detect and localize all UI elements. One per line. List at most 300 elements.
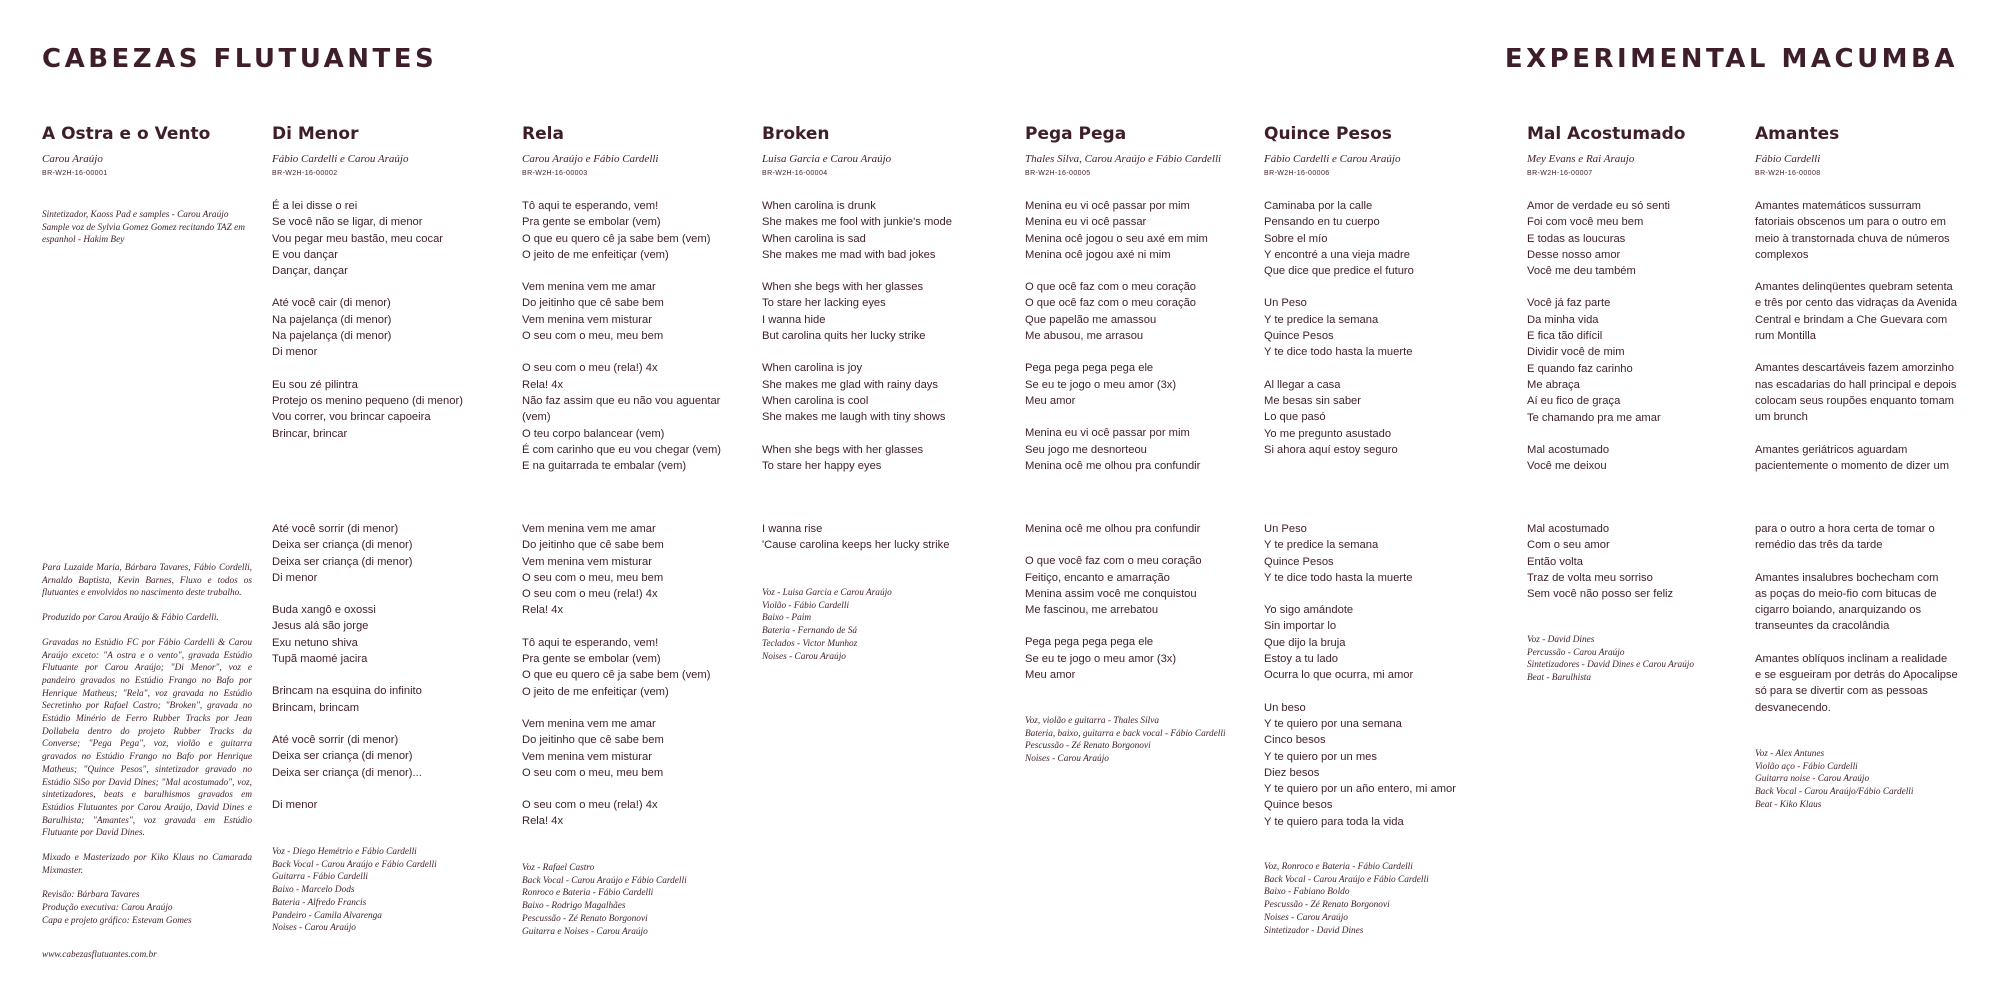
lyric-line: When she begs with her glasses bbox=[762, 443, 924, 456]
lyric-line: Deixa ser criança (di menor) bbox=[272, 750, 413, 763]
lyrics-stanza bbox=[1527, 521, 1673, 602]
credit-line: Noises - Carou Araújo bbox=[1264, 912, 1348, 923]
lyrics-stanza bbox=[1527, 198, 1670, 279]
lyrics-block-bottom bbox=[762, 521, 949, 570]
song-authors: Luisa Garcia e Carou Araújo bbox=[762, 153, 892, 165]
lyric-line: When carolina is sad bbox=[762, 232, 866, 245]
song-authors: Fábio Cardelli e Carou Araújo bbox=[272, 153, 409, 165]
lyric-line: Me abraça bbox=[1527, 378, 1580, 391]
lyrics-stanza bbox=[762, 198, 952, 263]
credit-line: Pescussão - Zé Renato Borgonovi bbox=[1025, 741, 1151, 752]
lyric-line: Na pajelança (di menor) bbox=[272, 313, 392, 326]
album-name-title: EXPERIMENTAL MACUMBA bbox=[1504, 44, 1958, 74]
credit-line: Ronroco e Bateria - Fábio Cardelli bbox=[522, 888, 654, 899]
lyric-line: Un Peso bbox=[1264, 523, 1307, 535]
lyric-line: Sobre el mío bbox=[1264, 232, 1328, 245]
lyrics-block-top bbox=[1527, 198, 1670, 490]
credit-line: Back Vocal - Carou Araújo e Fábio Cardelli bbox=[272, 859, 437, 870]
song-header bbox=[1264, 124, 1401, 177]
lyrics-block-bottom bbox=[522, 521, 710, 846]
lyric-line: e três por cento das vidraças da Avenida bbox=[1755, 297, 1957, 310]
credit-line: Baixo - Paim bbox=[762, 613, 812, 624]
lyric-line: Di menor bbox=[272, 346, 318, 359]
lyrics-stanza bbox=[522, 360, 721, 474]
lyric-line: Amor de verdade eu só senti bbox=[1527, 200, 1671, 212]
lyric-line: O jeito de me enfeitiçar (vem) bbox=[522, 685, 669, 698]
lyrics-stanza bbox=[1264, 700, 1456, 830]
lyrics-stanza bbox=[1755, 279, 1957, 344]
lyric-line: Amantes matemáticos sussurram bbox=[1755, 200, 1921, 212]
song-code: BR-W2H-16-00006 bbox=[1264, 170, 1330, 177]
lyric-line: Menina ocê jogou axé ni mim bbox=[1025, 248, 1171, 261]
lyric-line: Tô aqui te esperando, vem! bbox=[522, 636, 659, 649]
lyric-line: Amantes oblíquos inclinam a realidade bbox=[1755, 652, 1948, 665]
lyric-line: Jesus alá são jorge bbox=[272, 620, 369, 633]
credit-line: Bateria, baixo, guitarra e back vocal - Fábio Cardelli bbox=[1025, 728, 1226, 739]
lyric-line: Vem menina vem misturar bbox=[522, 555, 652, 568]
song-title: Di Menor bbox=[272, 124, 359, 144]
album-artist-title: CABEZAS FLUTUANTES bbox=[42, 44, 438, 74]
lyric-line: Al llegar a casa bbox=[1264, 378, 1341, 391]
lyric-line: Mal acostumado bbox=[1527, 523, 1610, 535]
lyrics-stanza bbox=[1755, 521, 1958, 554]
song-code: BR-W2H-16-00007 bbox=[1527, 170, 1593, 177]
song-code: BR-W2H-16-00003 bbox=[522, 170, 588, 177]
lyric-line: Y te predice la semana bbox=[1264, 313, 1379, 326]
lyrics-stanza bbox=[522, 635, 710, 700]
lyric-line: Brincam, brincam bbox=[272, 701, 360, 714]
lyric-line: fatoriais obscenos um para o outro em bbox=[1755, 216, 1946, 229]
lyric-line: Se eu te jogo o meu amor (3x) bbox=[1025, 652, 1177, 665]
lyric-line: Yo sigo amándote bbox=[1264, 604, 1354, 617]
lyric-line: rum Montilla bbox=[1755, 330, 1816, 343]
lyric-line: Você já faz parte bbox=[1527, 297, 1611, 310]
lyric-line: Vou pegar meu bastão, meu cocar bbox=[272, 232, 444, 245]
lyric-line: Até você cair (di menor) bbox=[272, 297, 391, 310]
lyric-line: Eu sou zé pilintra bbox=[272, 378, 358, 391]
lyrics-block-bottom bbox=[1025, 521, 1202, 699]
lyric-line: Menina assim você me conquistou bbox=[1025, 587, 1197, 600]
lyric-line: as poças do meio-fio com bitucas de bbox=[1755, 587, 1937, 600]
lyric-line: O teu corpo balancear (vem) bbox=[522, 427, 665, 440]
lyric-line: Y te predice la semana bbox=[1264, 539, 1379, 552]
song-code: BR-W2H-16-00004 bbox=[762, 170, 828, 177]
notes-paragraph: Revisão: Bárbara Tavares Produção executiva: Carou Araújo Capa e projeto gráfico: Estevam Gomes bbox=[42, 890, 192, 926]
lyric-line: Dançar, dançar bbox=[272, 265, 348, 278]
website-link[interactable]: www.cabezasflutuantes.com.br bbox=[42, 950, 157, 960]
song-credits bbox=[1025, 715, 1226, 766]
lyric-line: Deixa ser criança (di menor) bbox=[272, 539, 413, 552]
lyrics-stanza bbox=[762, 279, 952, 344]
lyric-line: Do jeitinho que cê sabe bem bbox=[522, 539, 664, 552]
credit-line: Noises - Carou Araújo bbox=[762, 651, 846, 662]
credit-line: Voz - David Dines bbox=[1527, 635, 1595, 645]
lyric-line: Vem menina vem me amar bbox=[522, 717, 656, 730]
lyric-line: Não faz assim que eu não vou aguentar bbox=[522, 394, 721, 407]
lyric-line: Seu jogo me desnorteou bbox=[1025, 443, 1147, 456]
lyric-line: É a lei disse o rei bbox=[272, 200, 358, 212]
notes-paragraph: Mixado e Masterizado por Kiko Klaus no Camarada Mixmaster. bbox=[42, 853, 252, 876]
lyrics-stanza bbox=[272, 797, 422, 813]
lyric-line: When carolina is drunk bbox=[762, 200, 876, 212]
song-credits bbox=[762, 587, 892, 663]
lyric-line: Deixa ser criança (di menor)... bbox=[272, 766, 422, 779]
lyric-line: Me fascinou, me arrebatou bbox=[1025, 604, 1159, 617]
lyric-line: O seu com o meu, meu bem bbox=[522, 766, 664, 779]
lyrics-stanza bbox=[1025, 198, 1208, 263]
lyric-line: To stare her happy eyes bbox=[762, 459, 882, 472]
lyric-line: When she begs with her glasses bbox=[762, 281, 924, 294]
lyric-line: O que você faz com o meu coração bbox=[1025, 555, 1202, 568]
lyric-line: 'Cause carolina keeps her lucky strike bbox=[762, 539, 950, 552]
lyric-line: desvanecendo. bbox=[1755, 701, 1831, 714]
lyrics-stanza bbox=[1755, 651, 1958, 716]
lyric-line: colocam seus roupões enquanto tomam bbox=[1755, 394, 1955, 407]
song-header bbox=[272, 124, 409, 177]
lyric-line: Central e brindam a Che Guevara com bbox=[1755, 313, 1948, 326]
lyric-line: O seu com o meu (rela!) 4x bbox=[522, 588, 658, 601]
lyric-line: Pensando en tu cuerpo bbox=[1264, 216, 1380, 229]
lyric-line: complexos bbox=[1755, 248, 1809, 261]
lyric-line: Pra gente se embolar (vem) bbox=[522, 216, 661, 229]
lyric-line: Protejo os menino pequeno (di menor) bbox=[272, 394, 463, 407]
lyrics-stanza bbox=[1264, 377, 1414, 458]
song-title: Pega Pega bbox=[1025, 124, 1127, 144]
lyric-line: E fica tão difícil bbox=[1527, 330, 1603, 343]
song-title: Rela bbox=[522, 124, 564, 144]
lyric-line: um brunch bbox=[1755, 411, 1808, 424]
lyrics-stanza bbox=[272, 683, 422, 716]
lyric-line: Quince Pesos bbox=[1264, 555, 1334, 568]
credit-line: Beat - Barulhista bbox=[1527, 673, 1592, 684]
lyric-line: Que papelão me amassou bbox=[1025, 313, 1157, 326]
lyric-line: Meu amor bbox=[1025, 669, 1076, 682]
lyrics-stanza bbox=[1264, 198, 1414, 279]
lyric-line: Aí eu fico de graça bbox=[1527, 395, 1621, 408]
lyric-line: Foi com você meu bem bbox=[1527, 216, 1644, 229]
lyric-line: Vou correr, vou brincar capoeira bbox=[272, 411, 431, 424]
lyrics-stanza bbox=[762, 442, 952, 475]
lyric-line: Vem menina vem me amar bbox=[522, 281, 656, 294]
lyric-line: Até você sorrir (di menor) bbox=[272, 523, 399, 535]
credit-line: Guitarra noise - Carou Araújo bbox=[1755, 774, 1870, 785]
lyrics-block-top bbox=[762, 198, 952, 490]
lyrics-stanza bbox=[1025, 634, 1202, 683]
song-header bbox=[1755, 124, 1839, 177]
credit-line: Back Vocal - Carou Araújo e Fábio Cardelli bbox=[522, 875, 687, 886]
lyric-line: Sem você não posso ser feliz bbox=[1527, 588, 1674, 601]
lyrics-stanza bbox=[272, 198, 463, 279]
lyrics-block-top bbox=[522, 198, 721, 490]
lyric-line: e se esgueiram por detrás do Apocalipse bbox=[1755, 669, 1958, 682]
lyric-line: Rela! 4x bbox=[522, 378, 564, 391]
lyric-line: Dividir você de mim bbox=[1527, 346, 1625, 359]
lyrics-stanza bbox=[1755, 570, 1958, 635]
credit-line: Voz - Luisa Garcia e Carou Araújo bbox=[762, 588, 892, 598]
lyric-line: Buda xangô e oxossi bbox=[272, 604, 376, 617]
lyric-line: Quince Pesos bbox=[1264, 330, 1334, 343]
lyrics-stanza bbox=[1264, 295, 1414, 360]
lyrics-stanza bbox=[1755, 198, 1957, 263]
lyrics-stanza bbox=[1264, 521, 1456, 586]
credit-line: Pescussão - Zé Renato Borgonovi bbox=[1264, 900, 1390, 911]
lyric-line: Desse nosso amor bbox=[1527, 248, 1621, 261]
lyric-line: Feitiço, encanto e amarração bbox=[1025, 571, 1170, 584]
song-authors: Thales Silva, Carou Araújo e Fábio Cardelli bbox=[1025, 153, 1222, 165]
credit-line: Sintetizador - David Dines bbox=[1264, 925, 1364, 936]
lyrics-block-top bbox=[272, 198, 463, 458]
lyric-line: Sin importar lo bbox=[1264, 620, 1337, 633]
lyric-line: Pega pega pega pega ele bbox=[1025, 636, 1154, 649]
lyrics-block-bottom bbox=[272, 521, 422, 829]
lyric-line: Yo me pregunto asustado bbox=[1264, 427, 1392, 440]
song-code: BR-W2H-16-00002 bbox=[272, 170, 338, 177]
lyric-line: Y encontré a una vieja madre bbox=[1264, 248, 1410, 261]
song-credits bbox=[1527, 634, 1694, 685]
lyrics-stanza bbox=[1025, 425, 1208, 474]
lyrics-block-bottom bbox=[1755, 521, 1958, 732]
song-authors: Carou Araújo e Fábio Cardelli bbox=[522, 153, 659, 165]
lyric-line: Mal acostumado bbox=[1527, 443, 1610, 456]
lyric-line: Menina eu vi ocê passar por mim bbox=[1025, 427, 1190, 440]
lyrics-block-top bbox=[1755, 198, 1957, 490]
lyric-line: O que eu quero cê ja sabe bem (vem) bbox=[522, 232, 711, 245]
lyric-line: É com carinho que eu vou chegar (vem) bbox=[522, 443, 721, 456]
credit-line: Back Vocal - Carou Araújo/Fábio Cardelli bbox=[1755, 787, 1914, 798]
lyric-line: Y te quiero por un año entero, mi amor bbox=[1264, 783, 1456, 796]
lyrics-stanza bbox=[1527, 442, 1670, 475]
lyric-line: To stare her lacking eyes bbox=[762, 297, 886, 310]
credit-line: Guitarra - Fábio Cardelli bbox=[272, 872, 368, 883]
lyric-line: Da minha vida bbox=[1527, 313, 1599, 326]
lyric-line: Pra gente se embolar (vem) bbox=[522, 653, 661, 666]
lyric-line: O seu com o meu, meu bem bbox=[522, 330, 664, 343]
credit-line: Voz - Diego Hemétrio e Fábio Cardelli bbox=[272, 847, 417, 857]
credit-line: Bateria - Alfredo Francis bbox=[272, 897, 367, 908]
notes-paragraph: Gravadas no Estúdio FC por Fábio Cardelli & Carou Araújo exceto: "A ostra e o vento", gravada Estúdio Flutuante por Carou Araújo; "Di Menor", voz e pandeiro gravados no Estúdio Frango no Bafo por Henrique Matheus; "Rela", voz gravada no Estúdio Secretinho por Rafael Castro; "Broken", gravada no Estúdio Minério de Ferro Rubber Tracks por Jean Dollabela dentro do projeto Rubber Tracks da Converse; "Pega Pega", voz, violão e guitarra gravados no Estúdio Frango no Bafo por Henrique Matheus; "Quince Pesos", sintetizador gravado no Estúdio SiSo por David Dines; "Mal acostumado", voz, sintetizadores, beats e barulhismos gravados em Estúdios Flutuantes por Carou Araújo, David Dines e Barulhista; "Amantes", voz gravada em Estúdio Flutuante por David Dines. bbox=[42, 637, 252, 839]
lyric-line: Amantes descartáveis fazem amorzinho bbox=[1755, 362, 1954, 375]
lyrics-stanza bbox=[522, 797, 710, 830]
lyric-line: Até você sorrir (di menor) bbox=[272, 733, 399, 746]
lyric-line: Quince besos bbox=[1264, 799, 1333, 812]
lyric-line: só para se divertir com as pessoas bbox=[1755, 685, 1928, 698]
lyrics-stanza bbox=[762, 360, 952, 425]
credit-line: Pandeiro - Camila Alvarenga bbox=[272, 910, 382, 921]
lyric-line: remédio das três da tarde bbox=[1755, 539, 1883, 552]
song-authors: Fábio Cardelli e Carou Araújo bbox=[1264, 153, 1401, 165]
album-notes bbox=[42, 562, 252, 940]
lyrics-stanza bbox=[272, 295, 463, 360]
lyric-line: Di menor bbox=[272, 798, 318, 811]
lyrics-stanza bbox=[272, 732, 422, 781]
lyric-line: She makes me mad with bad jokes bbox=[762, 248, 936, 261]
lyrics-stanza bbox=[1025, 553, 1202, 618]
credit-line: Beat - Kiko Klaus bbox=[1755, 799, 1822, 810]
lyric-line: Menina eu vi ocê passar por mim bbox=[1025, 200, 1190, 212]
lyric-line: O seu com o meu (rela!) 4x bbox=[522, 799, 658, 812]
lyric-line: Menina ocê me olhou pra confundir bbox=[1025, 459, 1201, 472]
lyric-line: She makes me glad with rainy days bbox=[762, 378, 938, 391]
lyric-line: Então volta bbox=[1527, 555, 1583, 568]
lyric-line: Diez besos bbox=[1264, 766, 1320, 779]
credit-line: Noises - Carou Araújo bbox=[272, 923, 356, 934]
notes-paragraph: Para Luzaide Maria, Bárbara Tavares, Fábio Cordelli, Arnaldo Baptista, Kevin Barnes, Fluxo e todos os flutuantes e envolvidos no nascimento deste trabalho. bbox=[42, 563, 252, 599]
lyric-line: Y te quiero para toda la vida bbox=[1264, 815, 1404, 828]
lyric-line: Brincar, brincar bbox=[272, 427, 348, 440]
song-title: Broken bbox=[762, 124, 830, 144]
lyric-line: O seu com o meu, meu bem bbox=[522, 571, 664, 584]
lyric-line: O jeito de me enfeitiçar (vem) bbox=[522, 248, 669, 261]
credit-line: Voz, Ronroco e Bateria - Fábio Cardelli bbox=[1264, 862, 1413, 872]
lyric-line: Meu amor bbox=[1025, 394, 1076, 407]
lyric-line: Lo que pasó bbox=[1264, 411, 1326, 424]
song-code: BR-W2H-16-00005 bbox=[1025, 170, 1091, 177]
lyric-line: Na pajelança (di menor) bbox=[272, 330, 392, 343]
song-code: BR-W2H-16-00001 bbox=[42, 170, 108, 177]
song-credits bbox=[272, 846, 437, 935]
lyrics-stanza bbox=[1025, 279, 1208, 344]
credit-line: Baixo - Marcelo Dods bbox=[272, 885, 355, 896]
credit-line: Violão - Fábio Cardelli bbox=[762, 600, 850, 611]
credit-line: Baixo - Fabiano Boldo bbox=[1264, 887, 1350, 898]
intro-song-header bbox=[42, 124, 210, 177]
intro-song-credits: Sintetizador, Kaoss Pad e samples - Carou Araújo Sample voz de Sylvia Gomez Gomez recitando TAZ em espanhol - Hakim Bey bbox=[42, 210, 245, 246]
credit-line: Guitarra e Noises - Carou Araújo bbox=[522, 926, 648, 937]
song-title: Mal Acostumado bbox=[1527, 124, 1686, 144]
lyric-line: Que dice que predice el futuro bbox=[1264, 265, 1414, 278]
lyric-line: Menina ocê jogou o seu axé em mim bbox=[1025, 232, 1208, 245]
lyric-line: She makes me fool with junkie's mode bbox=[762, 216, 952, 229]
lyrics-stanza bbox=[522, 198, 721, 263]
lyric-line: para o outro a hora certa de tomar o bbox=[1755, 523, 1935, 535]
lyric-line: Vem menina vem misturar bbox=[522, 750, 652, 763]
credit-line: Teclados - Victor Munhoz bbox=[762, 638, 858, 649]
song-title: A Ostra e o Vento bbox=[42, 124, 211, 144]
lyric-line: Rela! 4x bbox=[522, 815, 564, 828]
credit-line: Percussão - Carou Araújo bbox=[1527, 647, 1625, 658]
lyric-line: Si ahora aquí estoy seguro bbox=[1264, 443, 1398, 456]
lyric-line: Amantes geriátricos aguardam bbox=[1755, 443, 1908, 456]
lyric-line: But carolina quits her lucky strike bbox=[762, 330, 926, 343]
lyrics-stanza bbox=[1025, 360, 1208, 409]
lyric-line: O que eu quero cê ja sabe bem (vem) bbox=[522, 669, 711, 682]
lyric-line: O seu com o meu (rela!) 4x bbox=[522, 362, 658, 375]
lyric-line: Amantes delinqüentes quebram setenta bbox=[1755, 281, 1953, 294]
lyric-line: When carolina is joy bbox=[762, 362, 863, 375]
lyric-line: Menina ocê me olhou pra confundir bbox=[1025, 523, 1201, 535]
lyric-line: Un beso bbox=[1264, 701, 1306, 714]
song-title: Quince Pesos bbox=[1264, 124, 1392, 144]
lyric-line: Brincam na esquina do infinito bbox=[272, 685, 422, 698]
lyric-line: When carolina is cool bbox=[762, 394, 869, 407]
credit-line: Back Vocal - Carou Araújo e Fábio Cardelli bbox=[1264, 874, 1429, 885]
credit-line: Noises - Carou Araújo bbox=[1025, 754, 1109, 765]
credit-line: Pescussão - Zé Renato Borgonovi bbox=[522, 913, 648, 924]
song-credits bbox=[522, 862, 687, 938]
song-credits bbox=[1755, 748, 1913, 812]
lyric-line: I wanna rise bbox=[762, 523, 823, 535]
lyric-line: E todas as loucuras bbox=[1527, 232, 1626, 245]
lyric-line: E quando faz carinho bbox=[1527, 362, 1633, 375]
lyric-line: E na guitarrada te embalar (vem) bbox=[522, 460, 687, 473]
credit-line: Voz - Rafael Castro bbox=[522, 863, 595, 873]
lyric-line: Y te quiero por un mes bbox=[1264, 750, 1377, 763]
lyric-line: Tupã maomé jacira bbox=[272, 653, 368, 666]
lyric-line: Y te dice todo hasta la muerte bbox=[1264, 346, 1413, 359]
lyric-line: Y te quiero por una semana bbox=[1264, 717, 1402, 730]
credit-line: Sintetizadores - David Dines e Carou Araújo bbox=[1527, 660, 1694, 671]
lyric-line: transeuntes da cracolândia bbox=[1755, 620, 1890, 633]
lyrics-stanza bbox=[1527, 295, 1670, 425]
lyric-line: Com o seu amor bbox=[1527, 539, 1610, 552]
song-header bbox=[762, 124, 891, 177]
song-header bbox=[522, 124, 659, 177]
lyric-line: Rela! 4x bbox=[522, 604, 564, 617]
lyric-line: E vou dançar bbox=[272, 248, 338, 261]
lyric-line: Deixa ser criança (di menor) bbox=[272, 555, 413, 568]
lyric-line: Amantes insalubres bochecham com bbox=[1755, 571, 1939, 584]
lyrics-stanza bbox=[522, 279, 721, 344]
song-code: BR-W2H-16-00008 bbox=[1755, 170, 1821, 177]
lyric-line: Tô aqui te esperando, vem! bbox=[522, 200, 659, 212]
lyric-line: Vem menina vem me amar bbox=[522, 523, 656, 535]
credit-line: Voz - Alex Antunes bbox=[1755, 749, 1825, 759]
lyric-line: Te chamando pra me amar bbox=[1527, 411, 1661, 424]
lyric-line: Caminaba por la calle bbox=[1264, 200, 1373, 212]
lyric-line: Pega pega pega pega ele bbox=[1025, 362, 1154, 375]
lyrics-block-top bbox=[1264, 198, 1414, 474]
lyric-line: Você me deu também bbox=[1527, 265, 1636, 278]
lyrics-stanza bbox=[272, 521, 422, 586]
song-authors: Carou Araújo bbox=[42, 153, 103, 165]
lyric-line: nas escadarias do hall principal e depois bbox=[1755, 378, 1957, 391]
lyric-line: O que ocê faz com o meu coração bbox=[1025, 281, 1197, 294]
lyric-line: Menina eu vi ocê passar bbox=[1025, 216, 1147, 229]
lyric-line: (vem) bbox=[522, 411, 551, 424]
song-authors: Fábio Cardelli bbox=[1755, 153, 1821, 165]
lyric-line: Que dijo la bruja bbox=[1264, 636, 1346, 649]
lyric-line: Se eu te jogo o meu amor (3x) bbox=[1025, 378, 1177, 391]
lyrics-block-top bbox=[1025, 198, 1208, 490]
lyric-line: O que ocê faz com o meu coração bbox=[1025, 297, 1197, 310]
lyrics-stanza bbox=[522, 716, 710, 781]
lyric-line: Cinco besos bbox=[1264, 734, 1326, 747]
lyric-line: Ocurra lo que ocurra, mi amor bbox=[1264, 669, 1414, 682]
lyric-line: Do jeitinho que cê sabe bem bbox=[522, 297, 664, 310]
lyric-line: pacientemente o momento de dizer um bbox=[1755, 459, 1950, 472]
lyrics-block-bottom bbox=[1264, 521, 1456, 846]
lyric-line: Me abusou, me arrasou bbox=[1025, 330, 1144, 343]
lyrics-stanza bbox=[272, 602, 422, 667]
lyric-line: Você me deixou bbox=[1527, 460, 1607, 473]
lyric-line: Traz de volta meu sorriso bbox=[1527, 571, 1653, 584]
notes-paragraph: Produzido por Carou Araújo & Fábio Cardelli. bbox=[42, 613, 219, 624]
lyrics-stanza bbox=[1755, 360, 1957, 425]
song-header bbox=[1025, 124, 1221, 177]
lyric-line: Do jeitinho que cê sabe bem bbox=[522, 734, 664, 747]
credit-line: Bateria - Fernando de Sá bbox=[762, 626, 858, 637]
lyric-line: I wanna hide bbox=[762, 313, 826, 326]
song-authors: Mey Evans e Rai Araujo bbox=[1527, 153, 1635, 165]
lyric-line: Se você não se ligar, di menor bbox=[272, 216, 423, 229]
song-title: Amantes bbox=[1755, 124, 1840, 144]
lyrics-stanza bbox=[1264, 602, 1456, 683]
song-credits bbox=[1264, 861, 1429, 937]
lyric-line: She makes me laugh with tiny shows bbox=[762, 411, 946, 424]
lyric-line: Me besas sin saber bbox=[1264, 394, 1362, 407]
lyric-line: Vem menina vem misturar bbox=[522, 313, 652, 326]
lyrics-block-bottom bbox=[1527, 521, 1673, 618]
